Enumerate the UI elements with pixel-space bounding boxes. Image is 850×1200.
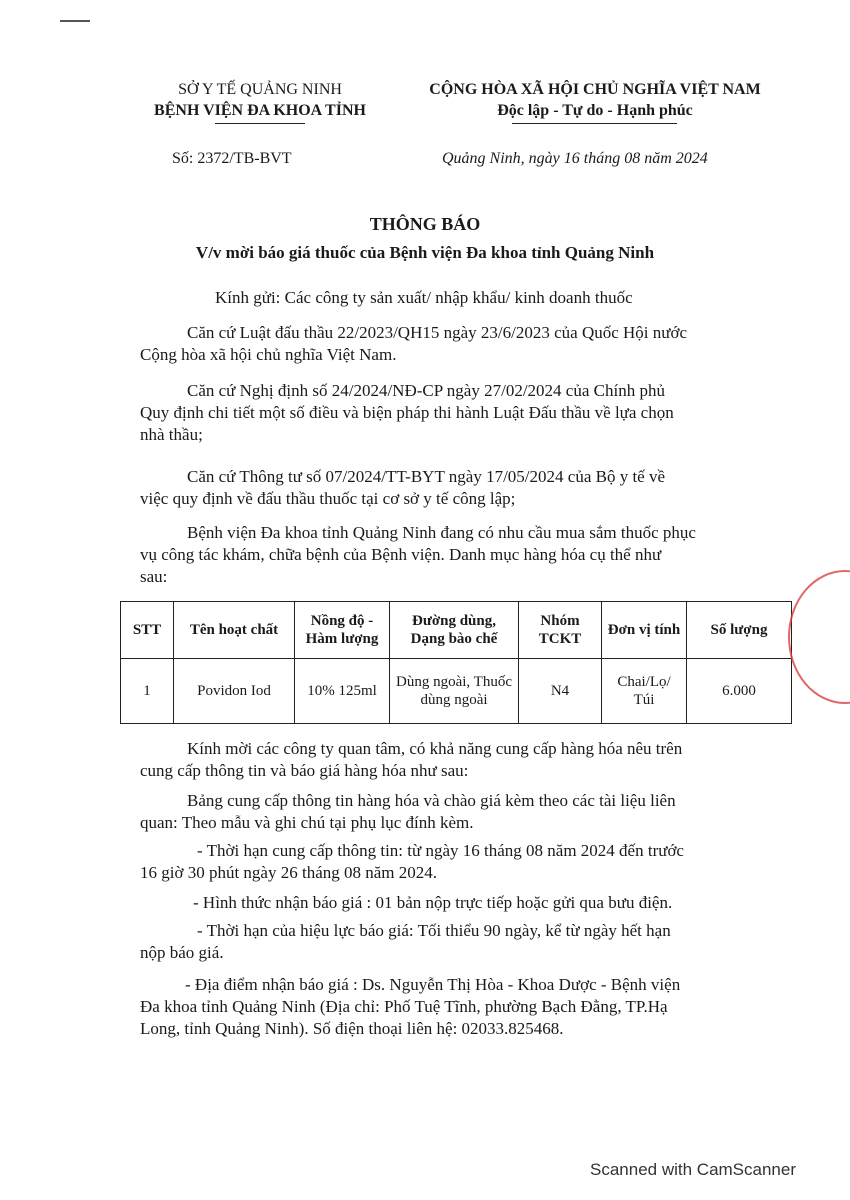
para-line: Căn cứ Thông tư số 07/2024/TT-BYT ngày 17/05/2024 của Bộ y tế về <box>187 467 666 486</box>
para-line: Căn cứ Nghị định số 24/2024/NĐ-CP ngày 27/02/2024 của Chính phủ <box>187 381 665 400</box>
para-line: Kính mời các công ty quan tâm, có khả năng cung cấp hàng hóa nêu trên <box>187 739 683 758</box>
org-line2: BỆNH VIỆN ĐA KHOA TỈNH <box>154 102 366 119</box>
col-header: Nhóm TCKT <box>519 602 602 659</box>
para-line: Bảng cung cấp thông tin hàng hóa và chào giá kèm theo các tài liệu liên <box>187 791 676 810</box>
place-date: Quảng Ninh, ngày 16 tháng 08 năm 2024 <box>442 150 708 167</box>
nation-underline <box>512 123 677 124</box>
table-cell: 6.000 <box>687 659 792 724</box>
para-line: - Hình thức nhận báo giá : 01 bản nộp trực tiếp hoặc gửi qua bưu điện. <box>193 893 673 912</box>
table-cell: N4 <box>519 659 602 724</box>
col-header: Đơn vị tính <box>602 602 687 659</box>
doc-subject: V/v mời báo giá thuốc của Bệnh viện Đa khoa tỉnh Quảng Ninh <box>195 243 655 262</box>
para-line: Long, tỉnh Quảng Ninh). Số điện thoại liên hệ: 02033.825468. <box>140 1019 564 1038</box>
table-row <box>121 659 792 724</box>
nation-line1: CỘNG HÒA XÃ HỘI CHỦ NGHĨA VIỆT NAM <box>429 81 761 98</box>
official-stamp <box>788 570 850 704</box>
para-line: Bệnh viện Đa khoa tỉnh Quảng Ninh đang có nhu cầu mua sắm thuốc phục <box>187 523 696 542</box>
col-header: Nồng độ - Hàm lượng <box>295 602 390 659</box>
para-line: 16 giờ 30 phút ngày 26 tháng 08 năm 2024. <box>140 863 438 882</box>
table-cell: Povidon Iod <box>174 659 295 724</box>
para-line: Cộng hòa xã hội chủ nghĩa Việt Nam. <box>140 345 397 364</box>
para-line: - Thời hạn cung cấp thông tin: từ ngày 16 tháng 08 năm 2024 đến trước <box>197 841 684 860</box>
para-line: nộp báo giá. <box>140 943 224 962</box>
doc-title: THÔNG BÁO <box>369 214 481 234</box>
table-cell: 10% 125ml <box>295 659 390 724</box>
para-line: việc quy định về đấu thầu thuốc tại cơ sở y tế công lập; <box>140 489 516 508</box>
para-line: vụ công tác khám, chữa bệnh của Bệnh viện. Danh mục hàng hóa cụ thể như <box>140 545 662 564</box>
table-header-row <box>121 602 792 659</box>
para-line: Căn cứ Luật đấu thầu 22/2023/QH15 ngày 23/6/2023 của Quốc Hội nước <box>187 323 688 342</box>
table-cell: Chai/Lọ/ Túi <box>602 659 687 724</box>
table-cell: Dùng ngoài, Thuốc dùng ngoài <box>390 659 519 724</box>
org-line1: SỞ Y TẾ QUẢNG NINH <box>178 81 342 98</box>
col-header: Đường dùng, Dạng bào chế <box>390 602 519 659</box>
col-header: Tên hoạt chất <box>174 602 295 659</box>
col-header: Số lượng <box>687 602 792 659</box>
recipient: Kính gửi: Các công ty sản xuất/ nhập khẩu/ kinh doanh thuốc <box>215 288 633 307</box>
para-line: - Địa điểm nhận báo giá : Ds. Nguyễn Thị Hòa - Khoa Dược - Bệnh viện <box>185 975 681 994</box>
goods-table <box>120 601 792 724</box>
org-underline <box>215 123 305 124</box>
scanner-watermark: Scanned with CamScanner <box>590 1160 797 1179</box>
para-line: sau: <box>140 567 168 586</box>
doc-number: Số: 2372/TB-BVT <box>172 150 292 167</box>
nation-line2: Độc lập - Tự do - Hạnh phúc <box>497 102 693 119</box>
table-cell: 1 <box>121 659 174 724</box>
para-line: nhà thầu; <box>140 425 203 444</box>
para-line: Quy định chi tiết một số điều và biện pháp thi hành Luật Đấu thầu về lựa chọn <box>140 403 674 422</box>
para-line: Đa khoa tỉnh Quảng Ninh (Địa chỉ: Phố Tuệ Tĩnh, phường Bạch Đằng, TP.Hạ <box>140 997 668 1016</box>
para-line: - Thời hạn của hiệu lực báo giá: Tối thiểu 90 ngày, kể từ ngày hết hạn <box>197 921 671 940</box>
col-header: STT <box>121 602 174 659</box>
para-line: quan: Theo mẫu và ghi chú tại phụ lục đính kèm. <box>140 813 474 832</box>
scan-edge-mark <box>60 20 90 22</box>
para-line: cung cấp thông tin và báo giá hàng hóa như sau: <box>140 761 469 780</box>
